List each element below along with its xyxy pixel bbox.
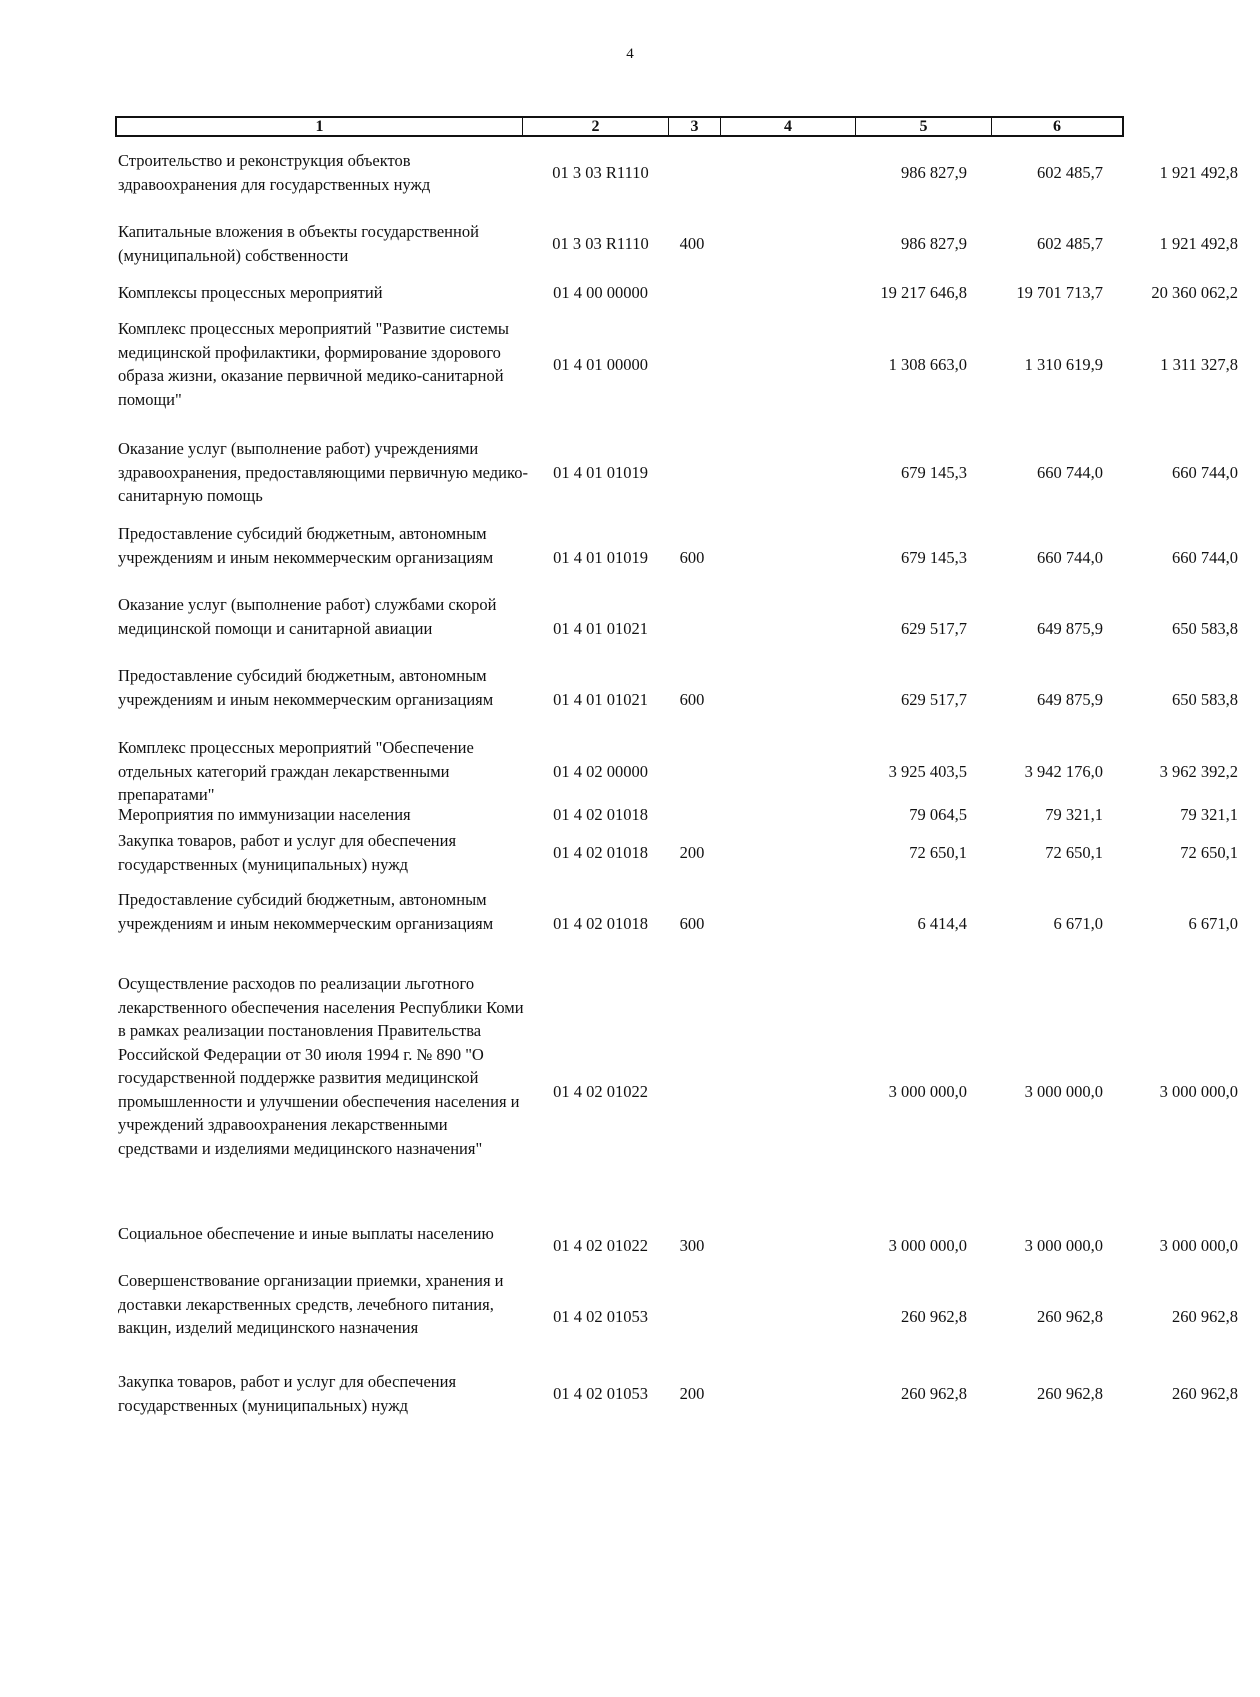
row-value-col6: [1103, 281, 1238, 305]
row-code-text: 01 4 02 01053: [553, 1384, 648, 1404]
row-code: [538, 972, 663, 1212]
row-code: [538, 437, 663, 509]
row-code: [538, 829, 663, 877]
row-code: [538, 803, 663, 827]
row-value-col5-text: 660 744,0: [1037, 463, 1103, 483]
row-code-text: 01 4 02 01018: [553, 805, 648, 825]
table-row: [115, 803, 1238, 827]
table-row: [115, 593, 1238, 665]
row-expense-type: [662, 972, 722, 1212]
row-value-col4-text: 679 145,3: [901, 463, 967, 483]
row-value-col5: [967, 1370, 1103, 1418]
row-value-col4: [715, 664, 967, 736]
table-row: [115, 1370, 1238, 1418]
row-value-col6-text: 3 000 000,0: [1159, 1082, 1238, 1102]
row-value-col4: [715, 281, 967, 305]
row-value-col6: [1103, 972, 1238, 1212]
row-value-col4: [715, 317, 967, 413]
row-value-col4-text: 679 145,3: [901, 548, 967, 568]
row-code-text: 01 4 02 01022: [553, 1082, 648, 1102]
row-expense-type-text: 200: [679, 1384, 705, 1404]
row-value-col4-text: 629 517,7: [901, 690, 967, 710]
row-value-col4-text: 79 064,5: [909, 805, 967, 825]
table-row: [115, 972, 1238, 1212]
row-value-col4: [715, 437, 967, 509]
row-expense-type: [662, 149, 722, 197]
row-code: [538, 1222, 663, 1270]
row-code: [538, 736, 663, 808]
row-value-col5: [967, 317, 1103, 413]
row-value-col6: [1103, 1370, 1238, 1418]
row-description-text: Строительство и реконструкция объектов здравоохранения для государственных нужд: [118, 151, 431, 194]
row-value-col6-text: 650 583,8: [1172, 619, 1238, 639]
row-code: [538, 522, 663, 594]
row-value-col6: [1103, 803, 1238, 827]
row-value-col5-text: 602 485,7: [1037, 234, 1103, 254]
row-value-col6-text: 3 000 000,0: [1159, 1236, 1238, 1256]
row-value-col6: [1103, 664, 1238, 736]
row-value-col6-text: 1 921 492,8: [1159, 163, 1238, 183]
table-row: [115, 1222, 1238, 1270]
table-row: [115, 664, 1238, 736]
row-expense-type: [662, 281, 722, 305]
table-row: [115, 149, 1238, 197]
row-value-col4: [715, 149, 967, 197]
row-value-col5-text: 3 000 000,0: [1024, 1236, 1103, 1256]
row-description: [118, 317, 528, 413]
row-value-col5: [967, 888, 1103, 960]
row-description: [118, 437, 528, 509]
row-value-col6-text: 1 921 492,8: [1159, 234, 1238, 254]
row-value-col5: [967, 522, 1103, 594]
row-value-col4-text: 986 827,9: [901, 163, 967, 183]
row-value-col5-text: 260 962,8: [1037, 1307, 1103, 1327]
row-value-col5-text: 72 650,1: [1045, 843, 1103, 863]
row-value-col5-text: 3 000 000,0: [1024, 1082, 1103, 1102]
row-value-col6-text: 6 671,0: [1188, 914, 1238, 934]
row-expense-type: [662, 664, 722, 736]
row-description: [118, 664, 528, 736]
header-col-5: 5: [855, 118, 991, 135]
row-value-col5: [967, 972, 1103, 1212]
row-expense-type: [662, 522, 722, 594]
row-description-text: Комплекс процессных мероприятий "Развитие системы медицинской профилактики, формирование здорового образа жизни, оказание первичной медико-санитарной помощи": [118, 319, 509, 409]
row-description: [118, 1370, 528, 1418]
row-description: [118, 1222, 528, 1270]
row-value-col5: [967, 803, 1103, 827]
row-value-col6-text: 1 311 327,8: [1160, 355, 1238, 375]
row-code-text: 01 4 01 01019: [553, 548, 648, 568]
row-description: [118, 829, 528, 877]
table-header: [115, 116, 1124, 137]
row-code: [538, 281, 663, 305]
row-code-text: 01 4 01 01021: [553, 690, 648, 710]
row-value-col6: [1103, 220, 1238, 268]
header-col-1: 1: [315, 118, 324, 135]
row-value-col4: [715, 593, 967, 665]
row-value-col4-text: 260 962,8: [901, 1307, 967, 1327]
row-value-col4-text: 72 650,1: [909, 843, 967, 863]
row-expense-type-text: 600: [679, 690, 705, 710]
table-row: [115, 317, 1238, 413]
row-value-col4: [715, 888, 967, 960]
row-value-col5-text: 602 485,7: [1037, 163, 1103, 183]
row-value-col5-text: 649 875,9: [1037, 690, 1103, 710]
row-value-col6-text: 79 321,1: [1180, 805, 1238, 825]
row-code-text: 01 4 00 00000: [553, 283, 648, 303]
table-row: [115, 281, 1238, 305]
row-code-text: 01 4 02 01018: [553, 914, 648, 934]
row-description-text: Социальное обеспечение и иные выплаты населению: [118, 1224, 494, 1243]
row-value-col5: [967, 664, 1103, 736]
row-expense-type-text: 600: [679, 548, 705, 568]
row-code-text: 01 4 02 01022: [553, 1236, 648, 1256]
row-value-col6: [1103, 1222, 1238, 1270]
row-value-col4: [715, 1222, 967, 1270]
row-expense-type-text: 600: [679, 914, 705, 934]
row-expense-type-text: 400: [679, 234, 705, 254]
row-value-col6: [1103, 1269, 1238, 1365]
row-expense-type: [662, 593, 722, 665]
row-value-col5: [967, 736, 1103, 808]
row-description: [118, 972, 528, 1212]
row-value-col6-text: 3 962 392,2: [1159, 762, 1238, 782]
table-row: [115, 522, 1238, 594]
row-description: [118, 593, 528, 665]
row-value-col6-text: 660 744,0: [1172, 463, 1238, 483]
row-value-col5: [967, 1269, 1103, 1365]
row-code: [538, 1370, 663, 1418]
row-value-col4-text: 1 308 663,0: [888, 355, 967, 375]
row-expense-type: [662, 317, 722, 413]
row-code-text: 01 4 01 01019: [553, 463, 648, 483]
row-value-col4-text: 260 962,8: [901, 1384, 967, 1404]
row-description-text: Капитальные вложения в объекты государственной (муниципальной) собственности: [118, 222, 479, 265]
row-value-col4-text: 19 217 646,8: [880, 283, 967, 303]
row-expense-type-text: 200: [679, 843, 705, 863]
row-expense-type: [662, 220, 722, 268]
row-value-col5: [967, 437, 1103, 509]
row-value-col4-text: 3 000 000,0: [888, 1082, 967, 1102]
row-value-col4: [715, 1370, 967, 1418]
row-value-col5-text: 6 671,0: [1053, 914, 1103, 934]
row-code-text: 01 4 02 00000: [553, 762, 648, 782]
row-description-text: Предоставление субсидий бюджетным, автономным учреждениям и иным некоммерческим организациям: [118, 524, 494, 567]
row-value-col4-text: 3 925 403,5: [888, 762, 967, 782]
row-code: [538, 593, 663, 665]
row-code-text: 01 3 03 R1110: [552, 163, 649, 183]
row-code: [538, 664, 663, 736]
row-description: [118, 149, 528, 197]
row-description-text: Закупка товаров, работ и услуг для обеспечения государственных (муниципальных) нужд: [118, 1372, 457, 1415]
row-description-text: Закупка товаров, работ и услуг для обеспечения государственных (муниципальных) нужд: [118, 831, 457, 874]
row-value-col4: [715, 829, 967, 877]
row-description: [118, 736, 528, 808]
row-value-col4-text: 6 414,4: [917, 914, 967, 934]
row-value-col4: [715, 803, 967, 827]
row-value-col5-text: 79 321,1: [1045, 805, 1103, 825]
row-value-col5: [967, 593, 1103, 665]
row-expense-type: [662, 803, 722, 827]
row-value-col6-text: 650 583,8: [1172, 690, 1238, 710]
row-description: [118, 281, 528, 305]
row-value-col4: [715, 1269, 967, 1365]
row-value-col6: [1103, 736, 1238, 808]
table-row: [115, 437, 1238, 509]
row-expense-type: [662, 1222, 722, 1270]
row-description: [118, 1269, 528, 1365]
row-expense-type: [662, 736, 722, 808]
header-col-6: 6: [991, 118, 1122, 135]
row-value-col6-text: 660 744,0: [1172, 548, 1238, 568]
row-value-col6-text: 260 962,8: [1172, 1384, 1238, 1404]
row-description-text: Мероприятия по иммунизации населения: [118, 805, 411, 824]
row-value-col5: [967, 829, 1103, 877]
header-col-3: 3: [668, 118, 720, 135]
row-value-col6: [1103, 593, 1238, 665]
row-code-text: 01 4 01 00000: [553, 355, 648, 375]
row-code-text: 01 3 03 R1110: [552, 234, 649, 254]
row-value-col6-text: 72 650,1: [1180, 843, 1238, 863]
row-description-text: Комплекс процессных мероприятий "Обеспечение отдельных категорий граждан лекарственными препаратами": [118, 738, 474, 804]
row-value-col5-text: 3 942 176,0: [1024, 762, 1103, 782]
row-code: [538, 1269, 663, 1365]
table-row: [115, 736, 1238, 808]
row-expense-type: [662, 829, 722, 877]
row-value-col4: [715, 972, 967, 1212]
row-description: [118, 522, 528, 594]
row-description-text: Оказание услуг (выполнение работ) службами скорой медицинской помощи и санитарной авиации: [118, 595, 497, 638]
row-value-col5-text: 649 875,9: [1037, 619, 1103, 639]
row-value-col6: [1103, 888, 1238, 960]
row-description: [118, 220, 528, 268]
header-col-2: 2: [522, 118, 668, 135]
row-expense-type: [662, 1269, 722, 1365]
row-value-col6: [1103, 437, 1238, 509]
row-value-col4-text: 3 000 000,0: [888, 1236, 967, 1256]
row-value-col6: [1103, 149, 1238, 197]
table-row: [115, 829, 1238, 877]
row-value-col6-text: 260 962,8: [1172, 1307, 1238, 1327]
table-row: [115, 888, 1238, 960]
row-value-col5: [967, 220, 1103, 268]
row-description-text: Предоставление субсидий бюджетным, автономным учреждениям и иным некоммерческим организациям: [118, 666, 494, 709]
row-expense-type-text: 300: [679, 1236, 705, 1256]
row-code: [538, 888, 663, 960]
row-value-col4: [715, 736, 967, 808]
row-code-text: 01 4 02 01018: [553, 843, 648, 863]
row-value-col5: [967, 1222, 1103, 1270]
row-value-col5-text: 660 744,0: [1037, 548, 1103, 568]
row-description-text: Предоставление субсидий бюджетным, автономным учреждениям и иным некоммерческим организациям: [118, 890, 494, 933]
row-value-col4-text: 986 827,9: [901, 234, 967, 254]
row-value-col5-text: 260 962,8: [1037, 1384, 1103, 1404]
row-value-col6: [1103, 317, 1238, 413]
row-code: [538, 149, 663, 197]
row-expense-type: [662, 1370, 722, 1418]
page-number: 4: [626, 46, 634, 62]
row-description: [118, 888, 528, 960]
row-description: [118, 803, 528, 827]
row-code-text: 01 4 02 01053: [553, 1307, 648, 1327]
row-value-col6: [1103, 522, 1238, 594]
row-description-text: Совершенствование организации приемки, хранения и доставки лекарственных средств, лечебного питания, вакцин, изделий медицинского назначения: [118, 1271, 504, 1337]
row-description-text: Оказание услуг (выполнение работ) учреждениями здравоохранения, предоставляющими первичную медико-санитарную помощь: [118, 439, 528, 505]
row-code: [538, 220, 663, 268]
row-code-text: 01 4 01 01021: [553, 619, 648, 639]
row-description-text: Осуществление расходов по реализации льготного лекарственного обеспечения населения Республики Коми в рамках реализации постановления Правительства Российской Федерации от 30 июля 1994 г. № 890 "О государственной поддержке развития медицинской промышленности и улучшении обеспечения населения и учреждений здравоохранения лекарственными средствами и изделиями медицинского назначения": [118, 974, 524, 1158]
header-col-4: 4: [720, 118, 855, 135]
table-row: [115, 1269, 1238, 1365]
row-value-col5: [967, 149, 1103, 197]
row-value-col4: [715, 522, 967, 594]
row-expense-type: [662, 437, 722, 509]
row-value-col5-text: 1 310 619,9: [1024, 355, 1103, 375]
row-description-text: Комплексы процессных мероприятий: [118, 283, 383, 302]
row-expense-type: [662, 888, 722, 960]
row-value-col4-text: 629 517,7: [901, 619, 967, 639]
row-value-col6: [1103, 829, 1238, 877]
row-code: [538, 317, 663, 413]
row-value-col6-text: 20 360 062,2: [1151, 283, 1238, 303]
table-row: [115, 220, 1238, 268]
row-value-col4: [715, 220, 967, 268]
row-value-col5: [967, 281, 1103, 305]
row-value-col5-text: 19 701 713,7: [1016, 283, 1103, 303]
